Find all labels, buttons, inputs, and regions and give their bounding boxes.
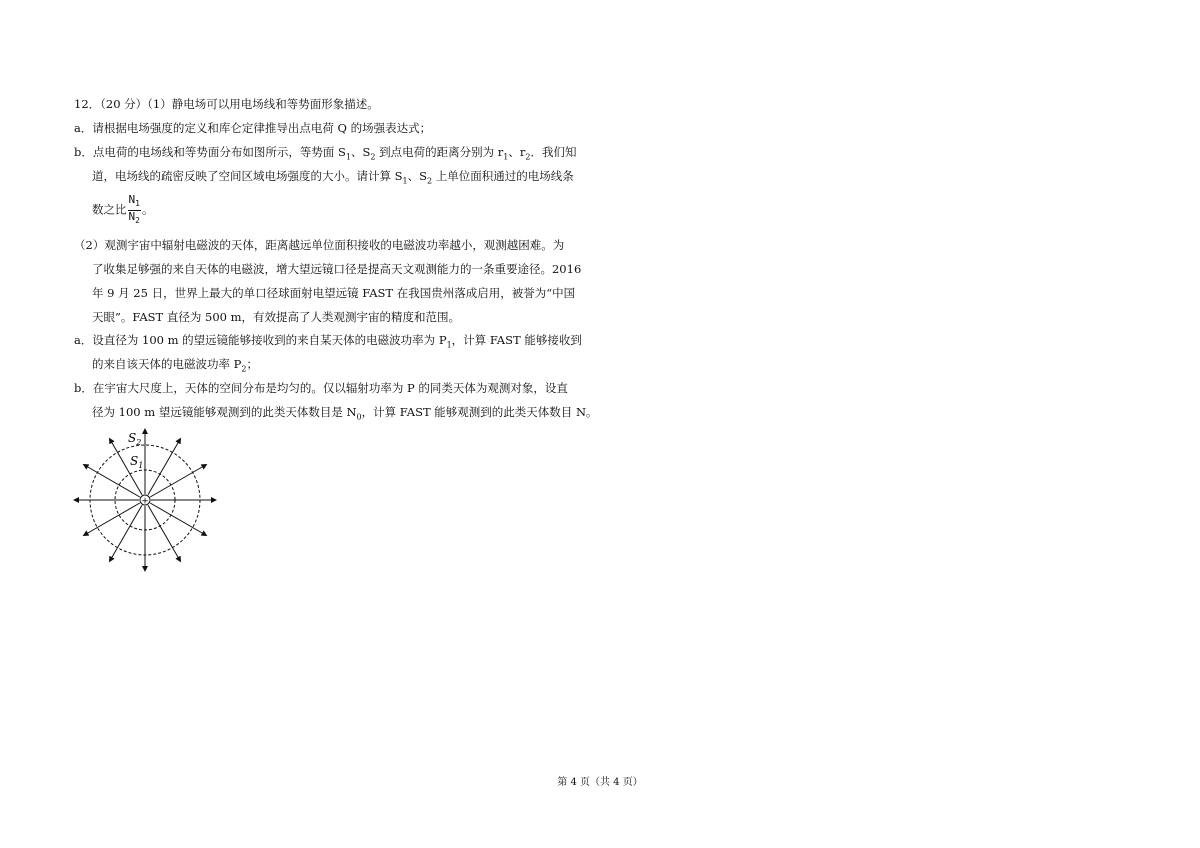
question-12-part2-b-line2: 径为 100 m 望远镜能够观测到的此类天体数目是 $N_0$，计算 FAST 能够观测到的此类天体数目 N。 [92,405,598,422]
question-12-part2-line1: （2）观测宇宙中辐射电磁波的天体，距离越远单位面积接收的电磁波功率越小，观测越困难。为 [74,238,565,252]
field-line [84,465,140,498]
question-12-part-b-line2: 道，电场线的疏密反映了空间区域电场强度的大小。请计算 $S_1$、$S_2$ 上单位面积通过的电场线条 [92,169,574,186]
page-footer: 第 4 页（共 4 页） [557,777,643,788]
question-12-part2-line2: 了收集足够强的来自天体的电磁波，增大望远镜口径是提高天文观测能力的一条重要途径。2016 [92,262,582,276]
question-12-part2-a-line1: a．设直径为 100 m 的望远镜能够接收到的来自某天体的电磁波功率为 $P_1$，计算 FAST 能够接收到 [74,333,582,350]
question-12-part-b-line3: 数之比 $\frac{N_1}{N_2}$ 。 [92,193,154,226]
field-line [148,505,181,561]
question-12-part2-line3: 年 9 月 25 日，世界上最大的单口径球面射电望远镜 FAST 在我国贵州落成启用，被誉为“中国 [92,286,576,300]
question-12-title: 12．（20 分）（1）静电场可以用电场线和等势面形象描述。 [74,97,379,111]
field-lines-diagram [70,428,220,576]
question-12-part-a: a．请根据电场强度的定义和库仑定律推导出点电荷 Q 的场强表达式； [74,121,432,135]
question-12-part2-line4: 天眼”。FAST 直径为 500 m，有效提高了人类观测宇宙的精度和范围。 [92,310,461,324]
charge-sign: + [141,496,149,507]
field-line [84,503,140,536]
label-s2: $S_2$ [128,431,142,447]
field-line [150,465,206,498]
question-12-part2-a-line2: 的来自该天体的电磁波功率 $P_2$； [92,357,258,374]
field-line [110,505,143,561]
question-12-part-b-line1: b．点电荷的电场线和等势面分布如图所示，等势面 $S_1$、$S_2$ 到点电荷的距离分别为 $r_1$、$r_2$．我们知 [74,145,577,162]
label-s1: $S_1$ [130,454,144,470]
field-line [148,439,181,495]
ratio-fraction: $\frac{N_1}{N_2}$ [128,193,140,226]
question-12-part2-b-line1: b．在宇宙大尺度上，天体的空间分布是均匀的。仅以辐射功率为 P 的同类天体为观测对象，设直 [74,381,568,395]
field-line [150,503,206,536]
